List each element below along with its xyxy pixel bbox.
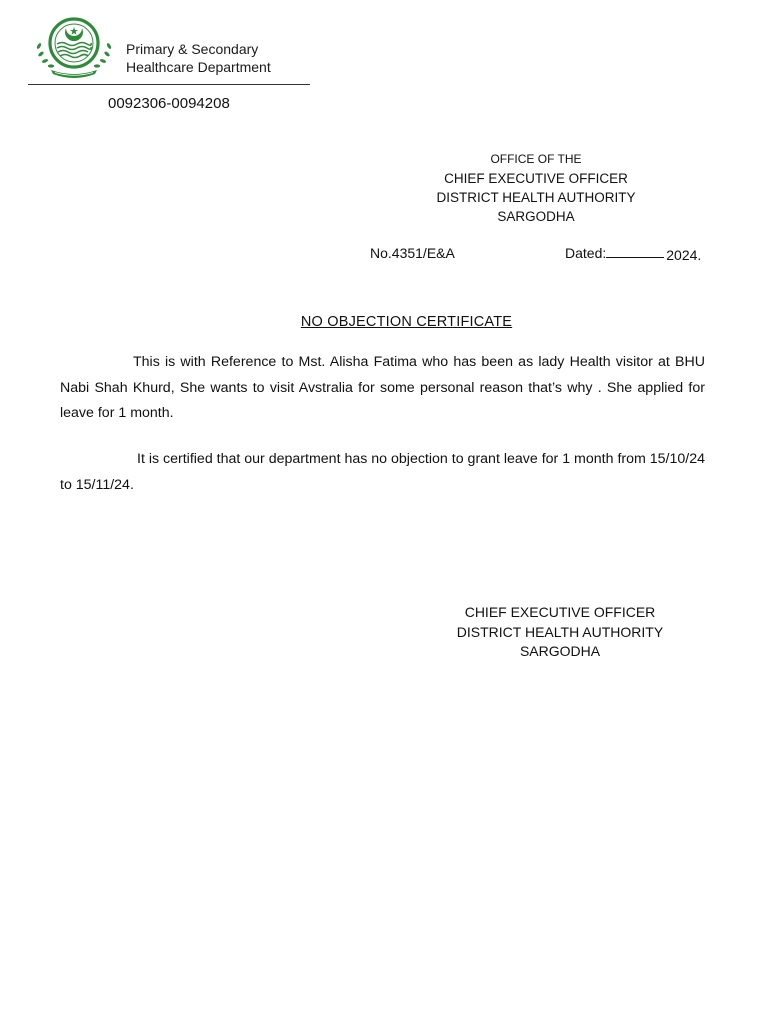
- signature-line-3: SARGODHA: [519, 643, 601, 659]
- office-line-1: OFFICE OF THE: [490, 152, 582, 166]
- department-name: [126, 40, 271, 76]
- certificate-title: NO OBJECTION CERTIFICATE: [300, 314, 513, 330]
- department-line-1: Primary & Secondary: [126, 41, 259, 57]
- office-line-2: CHIEF EXECUTIVE OFFICER: [444, 171, 628, 186]
- signature-block: [440, 603, 680, 662]
- office-address-block: [416, 150, 656, 226]
- signature-line-2: DISTRICT HEALTH AUTHORITY: [456, 623, 664, 640]
- dated-label: Dated:: [565, 245, 607, 261]
- office-line-4: SARGODHA: [497, 209, 575, 224]
- reference-number: No.4351/E&A: [370, 245, 455, 261]
- contact-number: 0092306-0094208: [108, 95, 230, 112]
- dated-year: 2024.: [666, 247, 702, 263]
- punjab-emblem-icon: [33, 16, 115, 82]
- dated-field: [565, 245, 701, 261]
- office-line-3: DISTRICT HEALTH AUTHORITY: [436, 190, 636, 205]
- date-blank-line: [606, 245, 664, 258]
- department-line-2: Healthcare Department: [126, 59, 271, 75]
- body-paragraph-2: It is certified that our department has no objection to grant leave for 1 month from 15/10/24 to 15/11/24.: [60, 451, 705, 493]
- header-divider: [28, 84, 310, 85]
- body-paragraph-1: This is with Reference to Mst. Alisha Fatima who has been as lady Health visitor at BHU Nabi Shah Khurd, She wants to visit Avstralia for some personal reason that’s why . She applied for leave for 1 month.: [60, 354, 705, 421]
- signature-line-1: CHIEF EXECUTIVE OFFICER: [464, 604, 656, 620]
